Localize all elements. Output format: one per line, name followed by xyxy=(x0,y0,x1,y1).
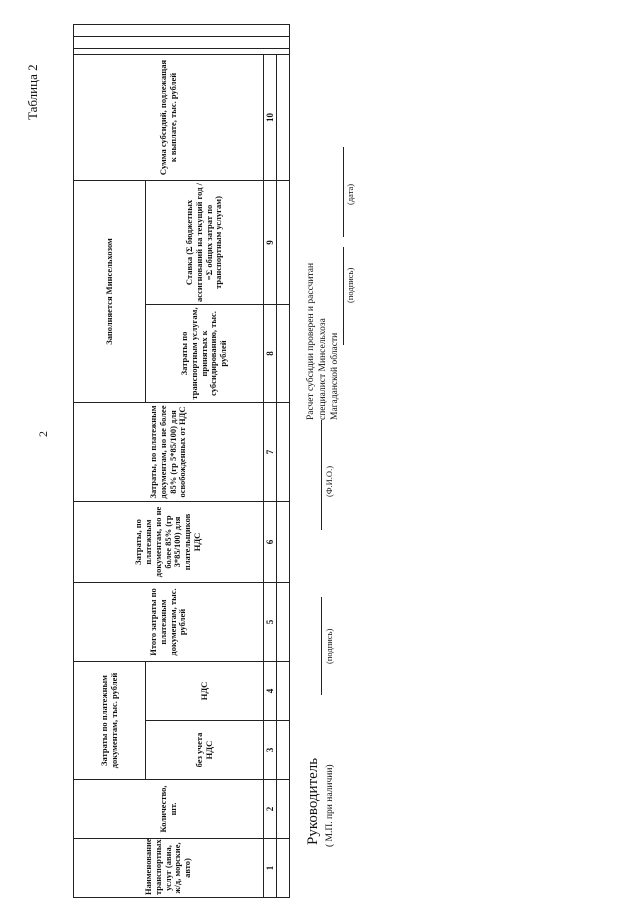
column-number: 5 xyxy=(264,582,277,661)
column-number: 3 xyxy=(264,721,277,780)
director-fio-line xyxy=(321,420,322,530)
table-empty-cell xyxy=(277,839,290,898)
date-line xyxy=(343,147,344,237)
column-number: 10 xyxy=(264,54,277,180)
director-signature-line xyxy=(321,597,322,695)
header-without-vat: без учета НДС xyxy=(146,721,264,780)
column-number: 8 xyxy=(264,304,277,402)
table-empty-cell xyxy=(277,501,290,582)
header-subsidy-sum: Сумма субсидий, подлежащая к выплате, тыс. рублей xyxy=(74,54,264,180)
table-empty-column xyxy=(74,48,290,54)
header-name: Наименование транспортных услуг (авиа, ж/д, морские, авто) xyxy=(74,839,264,898)
table-empty-cell xyxy=(277,402,290,501)
header-ministry: Заполняется Минсельхозом xyxy=(74,180,146,402)
table-empty-cell xyxy=(277,661,290,720)
director-stamp-note: ( М.П. при наличии) xyxy=(325,764,335,847)
header-quantity: Количество, шт. xyxy=(74,780,264,839)
column-number: 1 xyxy=(264,839,277,898)
specialist-signature-caption: (подпись) xyxy=(345,267,355,303)
table-title: Таблица 2 xyxy=(25,64,40,120)
subsidy-table xyxy=(73,24,290,898)
column-number: 7 xyxy=(264,402,277,501)
header-vat: НДС xyxy=(146,661,264,720)
director-signature-caption: (подпись) xyxy=(324,628,334,664)
director-fio-caption: (Ф.И.О.) xyxy=(324,465,334,497)
verification-line: Магаданской области xyxy=(329,332,340,420)
specialist-signature-line xyxy=(343,247,344,345)
verification-text xyxy=(306,180,342,420)
table-empty-cell xyxy=(277,180,290,304)
date-caption: (дата) xyxy=(345,183,355,205)
column-number: 4 xyxy=(264,661,277,720)
verification-line: специалист Минсельхоза xyxy=(317,318,328,420)
table-empty-cell xyxy=(277,582,290,661)
page-number: 2 xyxy=(36,431,50,437)
header-costs-vat-payers: Затраты, по платежным документам, но не более 85% (гр 3*85/100) для плательщиков НДС xyxy=(74,501,264,582)
header-costs-vat-exempt: Затраты, по платежным документам, но не более 85% (гр 5*85/100) для освобожденных от НДС xyxy=(74,402,264,501)
table-empty-cell xyxy=(277,780,290,839)
verification-line: Расчет субсидии проверен и рассчитан xyxy=(306,262,316,420)
column-number: 2 xyxy=(264,780,277,839)
table-empty-cell xyxy=(277,721,290,780)
header-rate: Ставка (Σ бюджетных ассигнований на текущий год / =Σ общих затрат по транспортным услугам) xyxy=(146,180,264,304)
table-empty-cell xyxy=(277,54,290,180)
column-number: 9 xyxy=(264,180,277,304)
column-number: 6 xyxy=(264,501,277,582)
table-empty-cell xyxy=(277,304,290,402)
table-empty-column xyxy=(74,36,290,48)
header-total: Итого затраты по платежным документам, тыс. рублей xyxy=(74,582,264,661)
director-title: Руководитель xyxy=(305,757,321,845)
header-payment-costs: Затраты по платежным документам, тыс. рублей xyxy=(74,661,146,779)
table-empty-column xyxy=(74,24,290,36)
header-transport-costs: Затраты по транспортным услугам, принятых к субсидированию, тыс. рублей xyxy=(146,304,264,402)
